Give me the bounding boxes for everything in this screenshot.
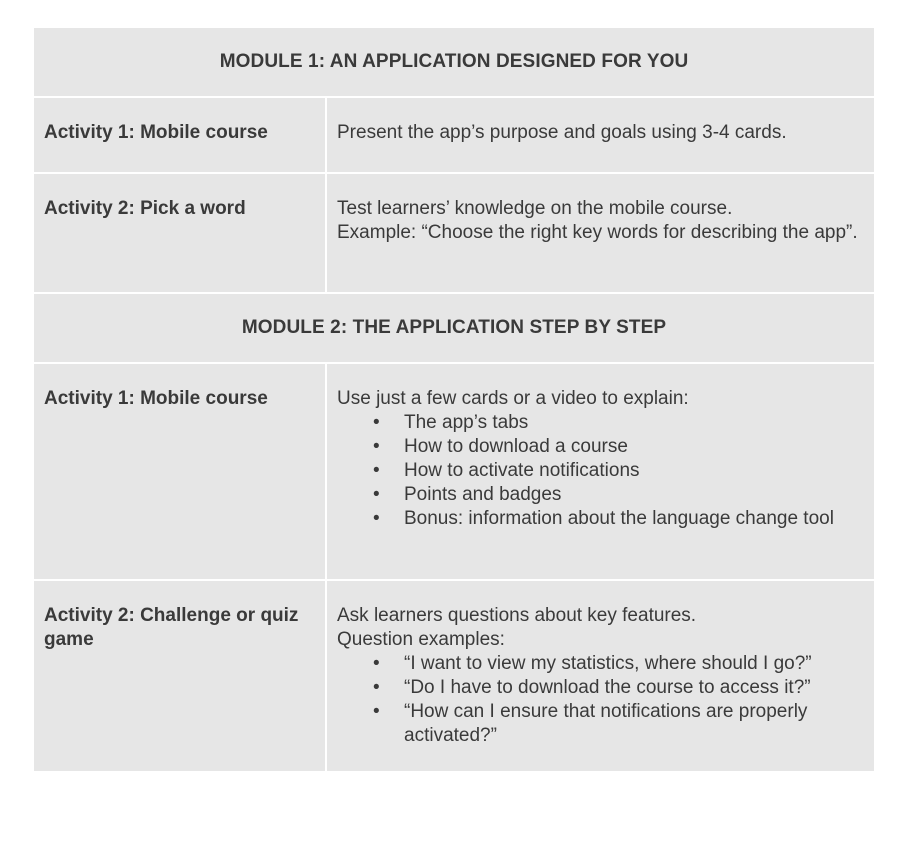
bullet-icon: • [373,701,380,722]
bullet-icon: • [373,412,380,433]
list-item: • “Do I have to download the course to access it?” [373,677,811,698]
activity-label: Activity 2: Challenge or quiz game [44,605,299,650]
bullet-list [337,411,862,531]
list-item: • “I want to view my statistics, where should I go?” [373,653,812,674]
list-item: • How to activate notifications [373,460,640,481]
module-2-title: MODULE 2: THE APPLICATION STEP BY STEP [33,293,875,363]
description-intro: Use just a few cards or a video to explain: [337,388,689,409]
module-1-title: MODULE 1: AN APPLICATION DESIGNED FOR YOU [33,27,875,97]
list-item: • Bonus: information about the language change tool [373,508,834,529]
activity-description [337,364,862,531]
activity-label: Activity 1: Mobile course [44,122,268,143]
table-row [33,580,875,772]
module-1-header-row [33,27,875,97]
table-row [33,173,875,293]
activity-description [337,174,862,245]
list-item: • “How can I ensure that notifications are properly activated?” [373,701,808,746]
table-row [33,97,875,173]
bullet-icon: • [373,460,380,481]
list-item: • The app’s tabs [373,412,529,433]
description-line: Example: “Choose the right key words for describing the app”. [337,222,858,243]
bullet-icon: • [373,484,380,505]
description-intro: Ask learners questions about key features. [337,605,697,626]
bullet-list [337,652,862,748]
bullet-icon: • [373,653,380,674]
activity-label: Activity 1: Mobile course [44,388,268,409]
description-intro: Question examples: [337,629,505,650]
module-2-header-row [33,293,875,363]
activity-label: Activity 2: Pick a word [44,198,246,219]
bullet-icon: • [373,677,380,698]
bullet-icon: • [373,508,380,529]
table-row [33,363,875,580]
list-item: • How to download a course [373,436,628,457]
activity-description: Present the app’s purpose and goals using 3-4 cards. [337,122,787,143]
bullet-icon: • [373,436,380,457]
activity-description [337,581,862,748]
list-item: • Points and badges [373,484,562,505]
activities-table [32,26,876,773]
description-line: Test learners’ knowledge on the mobile course. [337,198,733,219]
